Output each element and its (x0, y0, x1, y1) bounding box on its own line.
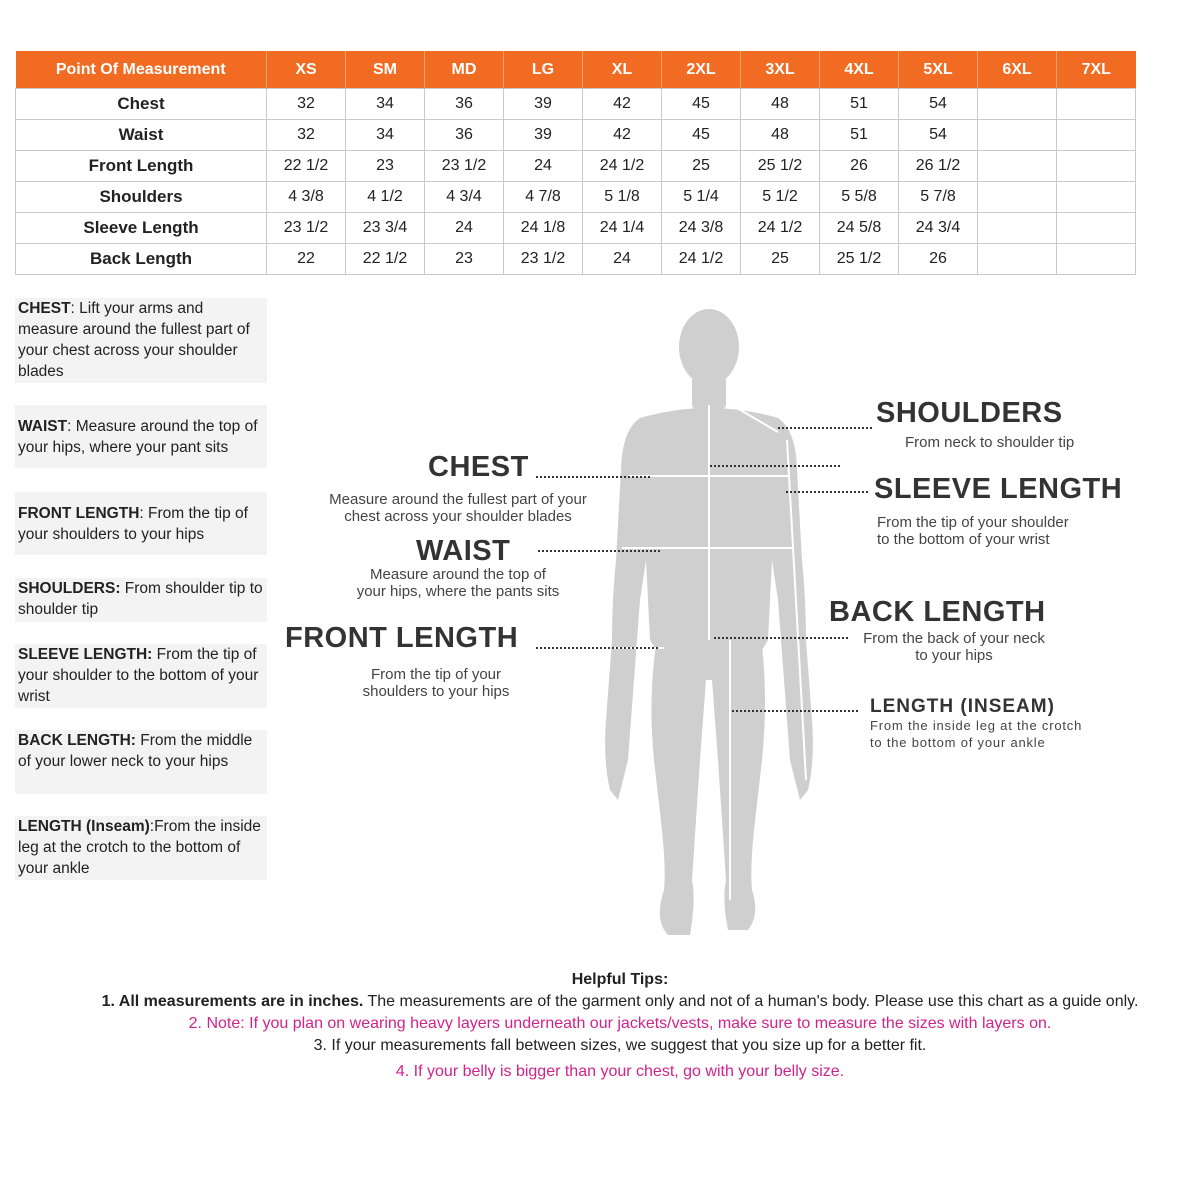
inseam-description (870, 717, 1082, 751)
table-cell: 5 1/4 (662, 182, 741, 213)
table-cell: 24 1/2 (583, 151, 662, 182)
table-cell: 23 (425, 244, 504, 275)
table-cell: 32 (267, 120, 346, 151)
table-cell (978, 89, 1057, 120)
front-length-desc-line1: From the tip of your (370, 666, 502, 683)
table-cell: 42 (583, 120, 662, 151)
table-cell: 51 (820, 120, 899, 151)
table-cell: 23 1/2 (425, 151, 504, 182)
header-cell: 7XL (1057, 51, 1136, 89)
tip-1-text: The measurements are of the garment only and not of a human's body. Please use this chart as a guide only. (363, 993, 1139, 1010)
table-cell: 26 (899, 244, 978, 275)
shoulders-description (905, 434, 1074, 451)
definition-back-length (15, 730, 267, 794)
table-row (16, 213, 1136, 244)
chest-desc-line2: chest across your shoulder blades (344, 508, 572, 525)
sleeve-length-desc-line2: to the bottom of your wrist (877, 531, 1050, 548)
table-cell: 23 (346, 151, 425, 182)
table-cell: 42 (583, 89, 662, 120)
header-cell: 3XL (741, 51, 820, 89)
shoulders-label: SHOULDERS (876, 397, 1063, 429)
front-length-description (330, 666, 542, 700)
sleeve-length-desc-line1: From the tip of your shoulder (877, 514, 1069, 531)
table-cell: 34 (346, 120, 425, 151)
body-silhouette (605, 309, 813, 935)
table-cell: 5 1/8 (583, 182, 662, 213)
table-row (16, 89, 1136, 120)
table-cell: 24 (504, 151, 583, 182)
header-cell: 5XL (899, 51, 978, 89)
inseam-desc-line2: to the bottom of your ankle (870, 735, 1046, 750)
table-cell: 39 (504, 89, 583, 120)
definition-text: :From the inside leg at the crotch to the bottom of your ankle (18, 818, 261, 877)
table-row (16, 151, 1136, 182)
table-cell: 24 1/2 (662, 244, 741, 275)
sleeve-length-description (877, 514, 1069, 548)
definition-text: From the middle of your lower neck to your hips (18, 732, 253, 770)
table-cell (1057, 89, 1136, 120)
definition-text: : Measure around the top of your hips, where your pant sits (18, 418, 258, 456)
table-cell (1057, 120, 1136, 151)
inseam-desc-line1: From the inside leg at the crotch (870, 718, 1083, 733)
row-label: Front Length (16, 151, 267, 182)
table-cell (1057, 213, 1136, 244)
table-cell: 22 1/2 (267, 151, 346, 182)
row-label: Sleeve Length (16, 213, 267, 244)
table-cell: 25 (741, 244, 820, 275)
table-cell: 24 1/2 (741, 213, 820, 244)
table-cell: 36 (425, 120, 504, 151)
tip-2: 2. Note: If you plan on wearing heavy layers underneath our jackets/vests, make sure to measure the sizes with layers on. (188, 1015, 1052, 1032)
definition-text: From the tip of your shoulder to the bottom of your wrist (18, 646, 259, 705)
table-cell: 34 (346, 89, 425, 120)
header-cell: Point Of Measurement (16, 51, 267, 89)
table-cell: 26 1/2 (899, 151, 978, 182)
table-cell: 24 3/4 (899, 213, 978, 244)
waist-desc-line1: Measure around the top of (370, 566, 546, 583)
table-cell: 4 7/8 (504, 182, 583, 213)
table-cell: 48 (741, 120, 820, 151)
definition-term: SHOULDERS: (18, 580, 121, 597)
table-cell: 5 1/2 (741, 182, 820, 213)
definition-term: FRONT LENGTH (18, 505, 140, 522)
table-cell: 45 (662, 89, 741, 120)
table-cell: 54 (899, 120, 978, 151)
measure-lines (612, 404, 806, 900)
header-cell: 2XL (662, 51, 741, 89)
table-cell (1057, 182, 1136, 213)
table-row (16, 182, 1136, 213)
chest-label: CHEST (428, 451, 529, 483)
chest-description (312, 491, 604, 525)
definition-text: From shoulder tip to shoulder tip (18, 580, 263, 618)
definition-term: BACK LENGTH: (18, 732, 136, 749)
definition-term: WAIST (18, 418, 68, 435)
row-label: Back Length (16, 244, 267, 275)
table-cell: 26 (820, 151, 899, 182)
back-length-desc-line1: From the back of your neck (863, 630, 1045, 647)
definition-term: LENGTH (Inseam) (18, 818, 150, 835)
table-cell: 39 (504, 120, 583, 151)
chest-desc-line1: Measure around the fullest part of your (329, 491, 587, 508)
table-header-row (16, 51, 1136, 89)
table-cell: 25 (662, 151, 741, 182)
table-cell: 51 (820, 89, 899, 120)
table-cell: 4 3/4 (425, 182, 504, 213)
tip-1-bold: 1. All measurements are in inches. (101, 993, 364, 1010)
row-label: Shoulders (16, 182, 267, 213)
header-cell: 4XL (820, 51, 899, 89)
sleeve-length-label: SLEEVE LENGTH (874, 473, 1123, 505)
size-chart-table (15, 51, 1136, 275)
front-length-label: FRONT LENGTH (285, 622, 519, 654)
table-cell: 25 1/2 (820, 244, 899, 275)
table-cell: 36 (425, 89, 504, 120)
table-row (16, 120, 1136, 151)
table-cell: 24 5/8 (820, 213, 899, 244)
shoulders-desc-line1: From neck to shoulder tip (905, 434, 1075, 451)
table-cell: 25 1/2 (741, 151, 820, 182)
header-cell: 6XL (978, 51, 1057, 89)
table-cell: 23 1/2 (267, 213, 346, 244)
table-cell: 45 (662, 120, 741, 151)
definition-sleeve-length (15, 644, 267, 708)
definition-term: SLEEVE LENGTH: (18, 646, 153, 663)
header-cell: SM (346, 51, 425, 89)
table-cell: 24 1/8 (504, 213, 583, 244)
back-length-desc-line2: to your hips (915, 647, 993, 664)
table-cell: 5 7/8 (899, 182, 978, 213)
table-cell: 5 5/8 (820, 182, 899, 213)
table-cell: 24 1/4 (583, 213, 662, 244)
row-label: Waist (16, 120, 267, 151)
table-cell (978, 244, 1057, 275)
inseam-label: LENGTH (INSEAM) (870, 696, 1055, 717)
table-cell: 54 (899, 89, 978, 120)
table-cell (978, 182, 1057, 213)
waist-label: WAIST (416, 535, 511, 567)
table-cell: 22 1/2 (346, 244, 425, 275)
definition-chest (15, 298, 267, 383)
waist-desc-line2: your hips, where the pants sits (356, 583, 560, 600)
table-cell: 23 3/4 (346, 213, 425, 244)
definition-front-length (15, 492, 267, 555)
table-cell (978, 151, 1057, 182)
table-cell (1057, 151, 1136, 182)
tips-title: Helpful Tips: (571, 971, 669, 988)
table-cell: 24 3/8 (662, 213, 741, 244)
definition-term: CHEST (18, 300, 71, 317)
definition-text: : Lift your arms and measure around the fullest part of your chest across your shoulder blades (18, 300, 250, 380)
header-cell: MD (425, 51, 504, 89)
table-cell: 24 (583, 244, 662, 275)
tip-1 (0, 991, 1200, 1013)
header-cell: XS (267, 51, 346, 89)
header-cell: XL (583, 51, 662, 89)
table-row (16, 244, 1136, 275)
definition-waist (15, 405, 267, 468)
table-cell (1057, 244, 1136, 275)
table-cell: 24 (425, 213, 504, 244)
table-cell: 4 1/2 (346, 182, 425, 213)
back-length-description (852, 630, 1056, 664)
waist-description (332, 566, 584, 600)
table-cell: 23 1/2 (504, 244, 583, 275)
table-body (16, 89, 1136, 275)
definition-shoulders (15, 578, 267, 622)
leader-lines (536, 428, 872, 711)
definition-text: : From the tip of your shoulders to your hips (18, 505, 248, 543)
back-length-label: BACK LENGTH (829, 596, 1046, 628)
definition-inseam (15, 816, 267, 880)
table-cell (978, 120, 1057, 151)
table-cell: 32 (267, 89, 346, 120)
tip-3: 3. If your measurements fall between sizes, we suggest that you size up for a better fit. (313, 1037, 927, 1054)
helpful-tips (0, 969, 1200, 1083)
table-cell: 22 (267, 244, 346, 275)
header-cell: LG (504, 51, 583, 89)
table-cell: 4 3/8 (267, 182, 346, 213)
row-label: Chest (16, 89, 267, 120)
table-cell: 48 (741, 89, 820, 120)
tip-4: 4. If your belly is bigger than your chest, go with your belly size. (395, 1063, 845, 1080)
table-cell (978, 213, 1057, 244)
front-length-desc-line2: shoulders to your hips (362, 683, 510, 700)
